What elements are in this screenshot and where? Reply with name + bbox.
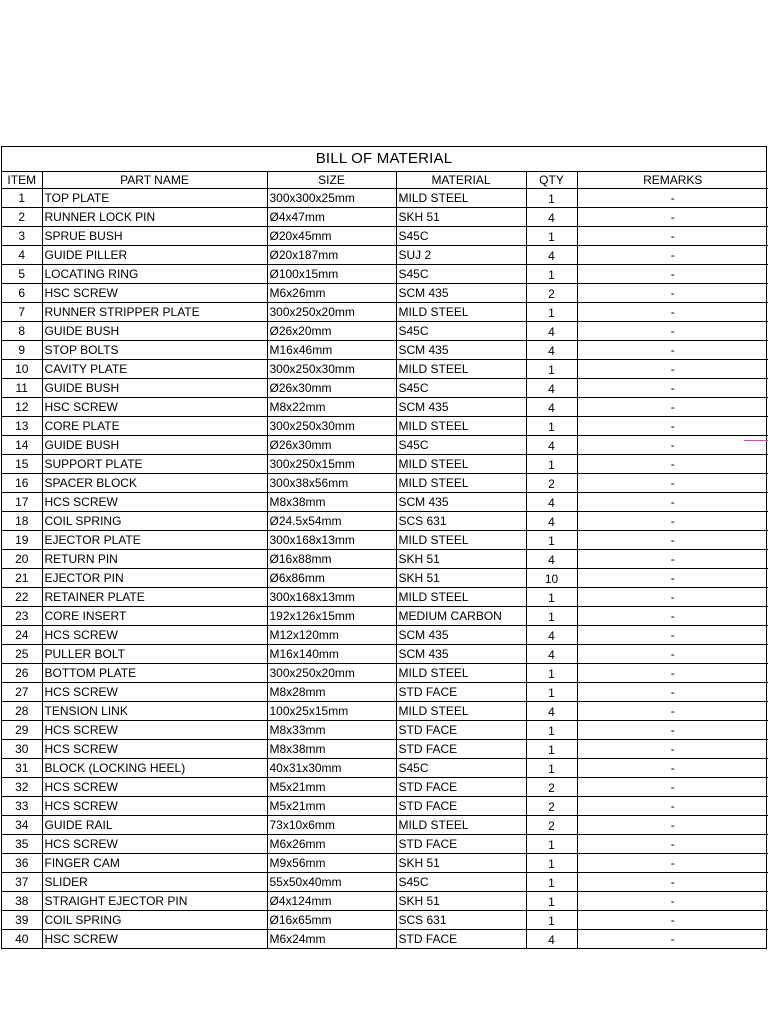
cell-size: Ø26x30mm [267, 379, 396, 398]
cell-material: S45C [396, 873, 526, 892]
cell-material: SCM 435 [396, 493, 526, 512]
cell-material: SCM 435 [396, 341, 526, 360]
cell-remarks: - [577, 892, 768, 911]
table-row [2, 227, 768, 246]
cell-item: 9 [2, 341, 42, 360]
cell-item: 35 [2, 835, 42, 854]
bill-of-material-table [1, 146, 767, 949]
table-row [2, 398, 768, 417]
cell-qty: 1 [526, 227, 577, 246]
cell-part-name: STOP BOLTS [42, 341, 267, 360]
cell-item: 29 [2, 721, 42, 740]
cell-qty: 1 [526, 892, 577, 911]
cell-item: 14 [2, 436, 42, 455]
cell-size: 300x250x20mm [267, 664, 396, 683]
cell-item: 37 [2, 873, 42, 892]
cell-size: 300x168x13mm [267, 531, 396, 550]
cell-part-name: GUIDE RAIL [42, 816, 267, 835]
cell-qty: 1 [526, 607, 577, 626]
cell-size: M16x140mm [267, 645, 396, 664]
cell-material: MILD STEEL [396, 816, 526, 835]
cell-qty: 4 [526, 341, 577, 360]
cell-remarks: - [577, 740, 768, 759]
table-row [2, 797, 768, 816]
cell-remarks: - [577, 455, 768, 474]
cell-material: MILD STEEL [396, 189, 526, 208]
table-row [2, 208, 768, 227]
table-row [2, 550, 768, 569]
cell-qty: 1 [526, 265, 577, 284]
cell-remarks: - [577, 436, 768, 455]
table-row [2, 854, 768, 873]
cell-remarks: - [577, 417, 768, 436]
cell-size: M8x28mm [267, 683, 396, 702]
cell-qty: 1 [526, 740, 577, 759]
cell-remarks: - [577, 246, 768, 265]
header-item: ITEM [2, 172, 42, 189]
cell-remarks: - [577, 854, 768, 873]
cell-material: STD FACE [396, 683, 526, 702]
cell-remarks: - [577, 303, 768, 322]
cell-qty: 1 [526, 455, 577, 474]
cell-material: STD FACE [396, 797, 526, 816]
cell-remarks: - [577, 588, 768, 607]
table-row [2, 417, 768, 436]
cell-part-name: COIL SPRING [42, 911, 267, 930]
cell-size: Ø16x65mm [267, 911, 396, 930]
cell-material: S45C [396, 227, 526, 246]
cell-item: 26 [2, 664, 42, 683]
cell-item: 34 [2, 816, 42, 835]
cell-item: 23 [2, 607, 42, 626]
cell-part-name: RETURN PIN [42, 550, 267, 569]
cell-item: 19 [2, 531, 42, 550]
cell-material: MILD STEEL [396, 531, 526, 550]
cell-remarks: - [577, 645, 768, 664]
cell-size: Ø4x47mm [267, 208, 396, 227]
cell-item: 25 [2, 645, 42, 664]
cell-part-name: TENSION LINK [42, 702, 267, 721]
cell-qty: 1 [526, 360, 577, 379]
table-row [2, 816, 768, 835]
cell-item: 36 [2, 854, 42, 873]
cell-size: M6x24mm [267, 930, 396, 949]
cell-material: SCM 435 [396, 398, 526, 417]
cell-qty: 2 [526, 778, 577, 797]
table-row [2, 531, 768, 550]
cell-item: 24 [2, 626, 42, 645]
cell-item: 20 [2, 550, 42, 569]
cell-remarks: - [577, 569, 768, 588]
cell-material: SKH 51 [396, 550, 526, 569]
cell-material: SCS 631 [396, 911, 526, 930]
cell-size: 300x168x13mm [267, 588, 396, 607]
cell-part-name: RUNNER STRIPPER PLATE [42, 303, 267, 322]
cell-part-name: CAVITY PLATE [42, 360, 267, 379]
cell-size: Ø26x20mm [267, 322, 396, 341]
cell-qty: 1 [526, 835, 577, 854]
cell-material: STD FACE [396, 778, 526, 797]
cell-size: M8x22mm [267, 398, 396, 417]
cell-qty: 1 [526, 873, 577, 892]
cell-part-name: TOP PLATE [42, 189, 267, 208]
table-row [2, 702, 768, 721]
cell-material: SKH 51 [396, 208, 526, 227]
cell-qty: 4 [526, 512, 577, 531]
cell-remarks: - [577, 797, 768, 816]
pink-annotation-mark [744, 440, 768, 441]
cell-part-name: CORE PLATE [42, 417, 267, 436]
cell-item: 2 [2, 208, 42, 227]
cell-part-name: PULLER BOLT [42, 645, 267, 664]
cell-qty: 4 [526, 645, 577, 664]
table-row [2, 645, 768, 664]
cell-part-name: LOCATING RING [42, 265, 267, 284]
table-row [2, 759, 768, 778]
cell-part-name: GUIDE BUSH [42, 322, 267, 341]
cell-size: M8x33mm [267, 721, 396, 740]
header-size: SIZE [267, 172, 396, 189]
cell-qty: 4 [526, 702, 577, 721]
cell-item: 27 [2, 683, 42, 702]
cell-size: 73x10x6mm [267, 816, 396, 835]
cell-item: 3 [2, 227, 42, 246]
cell-part-name: SUPPORT PLATE [42, 455, 267, 474]
cell-material: MILD STEEL [396, 474, 526, 493]
cell-qty: 4 [526, 322, 577, 341]
cell-qty: 2 [526, 284, 577, 303]
cell-material: SKH 51 [396, 569, 526, 588]
cell-item: 18 [2, 512, 42, 531]
cell-qty: 1 [526, 664, 577, 683]
cell-part-name: EJECTOR PIN [42, 569, 267, 588]
cell-size: 300x38x56mm [267, 474, 396, 493]
table-row [2, 493, 768, 512]
cell-size: Ø20x45mm [267, 227, 396, 246]
cell-qty: 4 [526, 398, 577, 417]
cell-remarks: - [577, 873, 768, 892]
cell-qty: 4 [526, 379, 577, 398]
cell-part-name: RETAINER PLATE [42, 588, 267, 607]
table-row [2, 778, 768, 797]
cell-material: S45C [396, 379, 526, 398]
cell-part-name: HCS SCREW [42, 493, 267, 512]
cell-material: S45C [396, 436, 526, 455]
cell-material: MILD STEEL [396, 303, 526, 322]
cell-material: STD FACE [396, 835, 526, 854]
cell-size: 300x250x15mm [267, 455, 396, 474]
cell-material: S45C [396, 759, 526, 778]
cell-qty: 1 [526, 911, 577, 930]
cell-remarks: - [577, 322, 768, 341]
cell-material: SKH 51 [396, 892, 526, 911]
cell-size: M6x26mm [267, 284, 396, 303]
table-row [2, 721, 768, 740]
cell-part-name: HCS SCREW [42, 835, 267, 854]
header-part-name: PART NAME [42, 172, 267, 189]
cell-remarks: - [577, 778, 768, 797]
table-row [2, 873, 768, 892]
cell-remarks: - [577, 531, 768, 550]
cell-size: 192x126x15mm [267, 607, 396, 626]
table-row [2, 892, 768, 911]
cell-remarks: - [577, 227, 768, 246]
cell-material: MEDIUM CARBON [396, 607, 526, 626]
cell-remarks: - [577, 911, 768, 930]
cell-size: M5x21mm [267, 778, 396, 797]
cell-qty: 4 [526, 550, 577, 569]
cell-material: SCM 435 [396, 626, 526, 645]
cell-size: M8x38mm [267, 493, 396, 512]
cell-part-name: HCS SCREW [42, 740, 267, 759]
cell-remarks: - [577, 607, 768, 626]
cell-item: 15 [2, 455, 42, 474]
cell-material: MILD STEEL [396, 417, 526, 436]
table-row [2, 512, 768, 531]
cell-part-name: HSC SCREW [42, 284, 267, 303]
table-row [2, 569, 768, 588]
cell-qty: 4 [526, 493, 577, 512]
cell-remarks: - [577, 265, 768, 284]
cell-size: 40x31x30mm [267, 759, 396, 778]
cell-part-name: HCS SCREW [42, 683, 267, 702]
cell-remarks: - [577, 493, 768, 512]
cell-size: M5x21mm [267, 797, 396, 816]
cell-qty: 1 [526, 303, 577, 322]
cell-qty: 1 [526, 189, 577, 208]
cell-size: Ø20x187mm [267, 246, 396, 265]
cell-item: 13 [2, 417, 42, 436]
cell-material: SCM 435 [396, 284, 526, 303]
table-row [2, 911, 768, 930]
cell-part-name: COIL SPRING [42, 512, 267, 531]
cell-remarks: - [577, 550, 768, 569]
cell-item: 40 [2, 930, 42, 949]
cell-qty: 2 [526, 474, 577, 493]
header-row [2, 172, 768, 189]
cell-size: Ø100x15mm [267, 265, 396, 284]
cell-part-name: SLIDER [42, 873, 267, 892]
table-row [2, 246, 768, 265]
cell-size: M16x46mm [267, 341, 396, 360]
cell-qty: 2 [526, 816, 577, 835]
cell-remarks: - [577, 835, 768, 854]
cell-part-name: SPACER BLOCK [42, 474, 267, 493]
cell-remarks: - [577, 816, 768, 835]
cell-part-name: CORE INSERT [42, 607, 267, 626]
cell-part-name: STRAIGHT EJECTOR PIN [42, 892, 267, 911]
cell-size: Ø4x124mm [267, 892, 396, 911]
cell-item: 32 [2, 778, 42, 797]
cell-part-name: HSC SCREW [42, 930, 267, 949]
table-row [2, 740, 768, 759]
cell-qty: 4 [526, 208, 577, 227]
cell-material: MILD STEEL [396, 664, 526, 683]
cell-item: 38 [2, 892, 42, 911]
cell-material: MILD STEEL [396, 702, 526, 721]
cell-size: Ø16x88mm [267, 550, 396, 569]
table-row [2, 455, 768, 474]
table-row [2, 835, 768, 854]
header-material: MATERIAL [396, 172, 526, 189]
table-row [2, 683, 768, 702]
cell-material: SCS 631 [396, 512, 526, 531]
cell-remarks: - [577, 189, 768, 208]
cell-remarks: - [577, 626, 768, 645]
cell-material: STD FACE [396, 721, 526, 740]
cell-material: SUJ 2 [396, 246, 526, 265]
cell-item: 12 [2, 398, 42, 417]
header-remarks: REMARKS [577, 172, 768, 189]
table-row [2, 626, 768, 645]
table-row [2, 284, 768, 303]
cell-item: 33 [2, 797, 42, 816]
cell-item: 4 [2, 246, 42, 265]
cell-qty: 4 [526, 246, 577, 265]
cell-remarks: - [670, 932, 675, 947]
cell-qty: 1 [526, 683, 577, 702]
table-title: BILL OF MATERIAL [2, 147, 766, 172]
cell-part-name: GUIDE BUSH [42, 436, 267, 455]
cell-material: MILD STEEL [396, 455, 526, 474]
cell-part-name: SPRUE BUSH [42, 227, 267, 246]
cell-size: 100x25x15mm [267, 702, 396, 721]
cell-item: 30 [2, 740, 42, 759]
cell-size: M12x120mm [267, 626, 396, 645]
cell-material: S45C [396, 265, 526, 284]
cell-remarks: - [577, 284, 768, 303]
cell-material: STD FACE [396, 930, 526, 949]
table-row [2, 607, 768, 626]
cell-size: 300x250x20mm [267, 303, 396, 322]
cell-remarks: - [577, 721, 768, 740]
cell-part-name: HCS SCREW [42, 778, 267, 797]
cell-size: Ø24.5x54mm [267, 512, 396, 531]
cell-part-name: BLOCK (LOCKING HEEL) [42, 759, 267, 778]
cell-remarks: - [577, 683, 768, 702]
cell-material: MILD STEEL [396, 360, 526, 379]
table-row [2, 265, 768, 284]
cell-remarks: - [577, 702, 768, 721]
cell-item: 7 [2, 303, 42, 322]
table-row [2, 341, 768, 360]
cell-item: 1 [2, 189, 42, 208]
cell-qty: 1 [526, 759, 577, 778]
table-row [2, 322, 768, 341]
bom-grid [2, 172, 768, 948]
cell-remarks: - [577, 398, 768, 417]
cell-remarks: - [577, 341, 768, 360]
cell-remarks: - [577, 208, 768, 227]
cell-material: S45C [396, 322, 526, 341]
cell-material: SKH 51 [396, 854, 526, 873]
table-row [2, 360, 768, 379]
cell-item: 28 [2, 702, 42, 721]
table-row [2, 588, 768, 607]
cell-item: 5 [2, 265, 42, 284]
cell-part-name: EJECTOR PLATE [42, 531, 267, 550]
cell-size: M8x38mm [267, 740, 396, 759]
cell-remarks: - [577, 360, 768, 379]
cell-remarks: - [577, 664, 768, 683]
cell-part-name: FINGER CAM [42, 854, 267, 873]
cell-qty: 1 [526, 417, 577, 436]
cell-size: M6x26mm [267, 835, 396, 854]
table-row [2, 664, 768, 683]
table-body [2, 189, 768, 949]
cell-size: 300x300x25mm [267, 189, 396, 208]
table-row [2, 189, 768, 208]
cell-item: 22 [2, 588, 42, 607]
cell-item: 10 [2, 360, 42, 379]
cell-qty: 2 [526, 797, 577, 816]
cell-part-name: RUNNER LOCK PIN [42, 208, 267, 227]
cell-part-name: HCS SCREW [42, 721, 267, 740]
cell-qty: 1 [526, 588, 577, 607]
cell-qty: 4 [526, 626, 577, 645]
table-row [2, 379, 768, 398]
cell-size: 300x250x30mm [267, 417, 396, 436]
cell-material: STD FACE [396, 740, 526, 759]
cell-item: 16 [2, 474, 42, 493]
cell-item: 11 [2, 379, 42, 398]
cell-remarks: - [577, 512, 768, 531]
cell-item: 8 [2, 322, 42, 341]
cell-remarks: - [577, 759, 768, 778]
cell-remarks: - [577, 474, 768, 493]
cell-qty: 1 [526, 531, 577, 550]
cell-item: 31 [2, 759, 42, 778]
cell-size: 300x250x30mm [267, 360, 396, 379]
cell-material: SCM 435 [396, 645, 526, 664]
cell-item: 21 [2, 569, 42, 588]
cell-qty: 4 [526, 930, 577, 949]
cell-remarks: - [577, 379, 768, 398]
cell-part-name: HCS SCREW [42, 797, 267, 816]
cell-part-name: HCS SCREW [42, 626, 267, 645]
cell-size: Ø6x86mm [267, 569, 396, 588]
cell-size: Ø26x30mm [267, 436, 396, 455]
cell-part-name: GUIDE PILLER [42, 246, 267, 265]
table-row [2, 303, 768, 322]
table-row [2, 474, 768, 493]
cell-qty: 1 [526, 854, 577, 873]
cell-part-name: HSC SCREW [42, 398, 267, 417]
cell-item: 17 [2, 493, 42, 512]
header-qty: QTY [526, 172, 577, 189]
cell-part-name: GUIDE BUSH [42, 379, 267, 398]
table-row [2, 436, 768, 455]
table-row [2, 930, 768, 949]
cell-material: MILD STEEL [396, 588, 526, 607]
cell-part-name: BOTTOM PLATE [42, 664, 267, 683]
cell-size: M9x56mm [267, 854, 396, 873]
cell-qty: 4 [526, 436, 577, 455]
cell-size: 55x50x40mm [267, 873, 396, 892]
cell-qty: 1 [526, 721, 577, 740]
cell-qty: 10 [526, 569, 577, 588]
cell-item: 39 [2, 911, 42, 930]
cell-item: 6 [2, 284, 42, 303]
